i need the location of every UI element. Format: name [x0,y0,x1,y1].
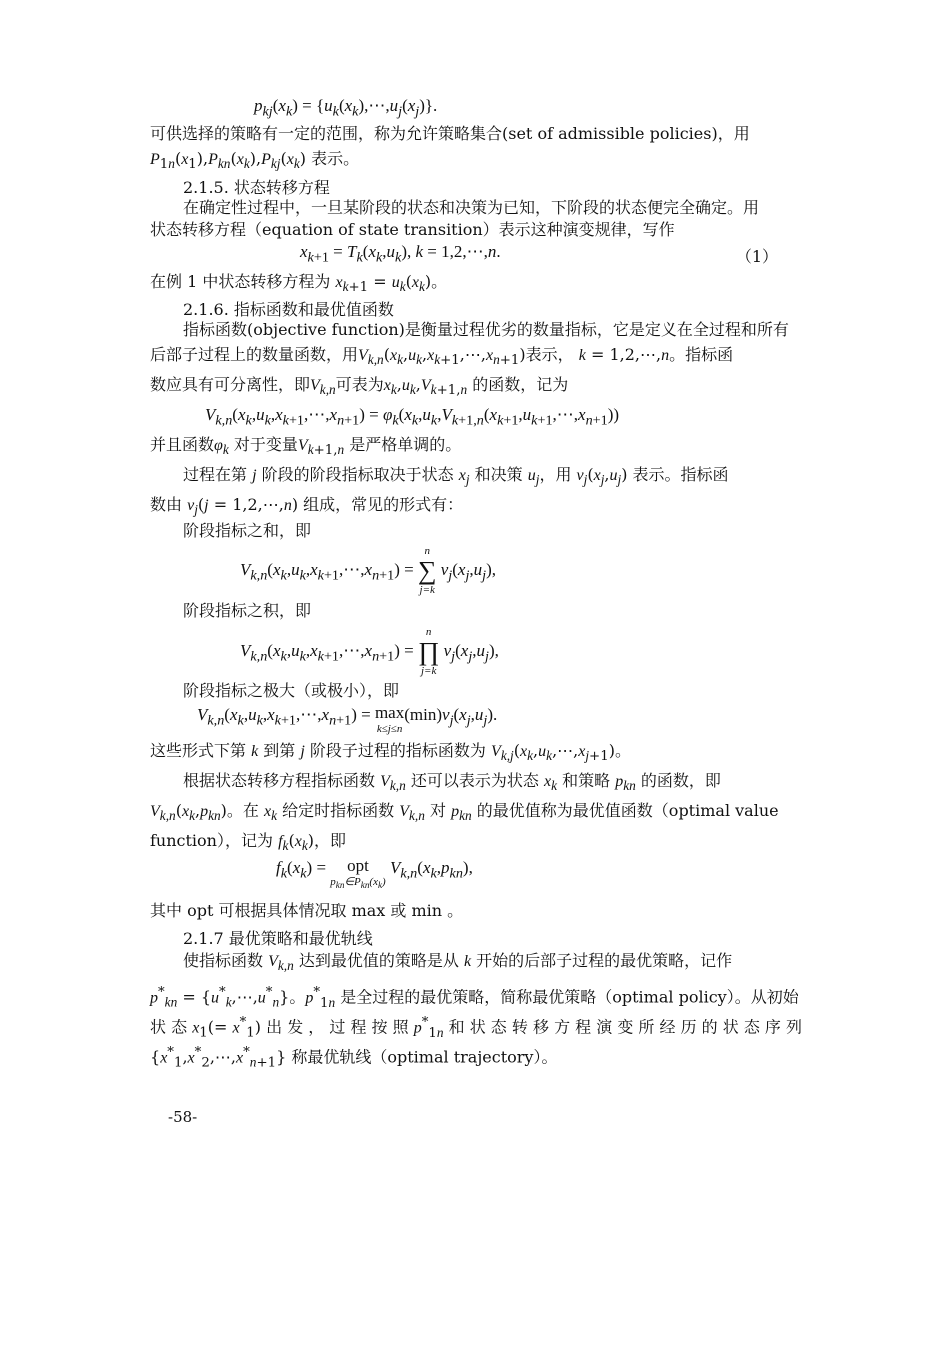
paragraph-line: 数由 $v_j(j$ = 1,2,⋯,n) 组成，常见的形式有： [150,495,464,518]
equation-optimal-value: $f_k(x_k)$ = opt $p_{kn}\in P_{kn}(x_k)$ $V_{k,n}(x_k,p_{kn})$, [276,858,473,893]
text-fragment: 数应具有可分离性，即 [150,375,311,394]
paragraph-line: function），记为 $f_k(x_k)$，即 [150,831,346,854]
text-fragment: 的函数，记为 [472,375,569,394]
max-operator: max k≤j≤n [374,703,405,735]
text-fragment: 在例 1 中状态转移方程为 [150,272,331,291]
text-fragment: 并且函数 [150,435,215,454]
equation-state-transition: $x_{k+1} = T_k(x_k,u_k)$, k = 1,2,⋯,n. [300,242,501,266]
paragraph-line: 根据状态转移方程指标函数 $V_{k,n}$ 还可以表示为状态 $x_k$ 和策略 $p_{kn}$ 的函数，即 [183,771,721,794]
paragraph-line: 状 态 $x_1(= x^*_1)$ 出 发 ， 过 程 按 照 $p^*_{1n}$ 和 状 态 转 移 方 程 演 变 所 经 历 的 状 态 序 列 [150,1015,803,1041]
paragraph-line: 这些形式下第 k 到第 j 阶段子过程的指标函数为 $V_{k,j}(x_k,u_k,\cdots,x_{j+1})$。 [150,741,631,765]
text-fragment: 表示。 [311,149,360,168]
paragraph-line: $P_{1n}(x_1),P_{kn}(x_k),P_{kj}(x_k)$ 表示。 [150,149,360,173]
text-fragment: 后部子过程上的数量函数，用 [150,345,359,364]
paragraph-line: 并且函数$\varphi_k$ 对于变量$V_{k+1,n}$ 是严格单调的。 [150,435,462,459]
paragraph-line: 指标函数(objective function)是衡量过程优劣的数量指标，它是定义在全过程和所有 [183,320,789,339]
text-fragment: 可表为 [335,375,384,394]
paragraph-line: $p^*_{kn}$ = $\{u^*_k,\cdots,u^*_n\}$。$p^*_{1n}$ 是全过程的最优策略，简称最优策略（optimal policy）。从初始 [150,985,799,1011]
equation-sum: $V_{k,n}(x_k,u_k,x_{k+1},\cdots,x_{n+1})$ = n ∑ j=k $v_j(x_j,u_j)$, [240,545,496,596]
form-label-max: 阶段指标之极大（或极小），即 [183,681,400,700]
equation-separability: $V_{k,n}(x_k,u_k,x_{k+1},\cdots,x_{n+1})$ = $\varphi_k(x_k,u_k,V_{k+1,n}(x_{k+1},u_{k+1},\cdots,x_{n+1}))$ [205,405,620,429]
product-symbol: n ∏ j=k [417,626,440,677]
text-fragment: 对于变量 [233,435,298,454]
paragraph-line: 过程在第 j 阶段的阶段指标取决于状态 $x_j$ 和决策 $u_j$，用 $v_j(x_j,u_j)$ 表示。指标函 [183,465,729,488]
section-heading-2-1-5: 2.1.5. 状态转移方程 [183,178,330,197]
paragraph-line: 后部子过程上的数量函数，用$V_{k,n}(x_k,u_k,x_{k+1},\cdots,x_{n+1})$表示， k = 1,2,⋯,n。指标函 [150,345,734,369]
opt-operator: opt $p_{kn}\in P_{kn}(x_k)$ [330,856,386,891]
paragraph-line: $V_{k,n}(x_k,p_{kn})$。在 $x_k$ 给定时指标函数 $V_{k,n}$ 对 $p_{kn}$ 的最优值称为最优值函数（optimal value [150,801,779,824]
paragraph-line: 在确定性过程中，一旦某阶段的状态和决策为已知，下阶段的状态便完全确定。用 [183,198,760,217]
sum-symbol: n ∑ j=k [417,545,437,596]
equation-number: （1） [735,247,778,266]
text-fragment: 表示， [525,345,574,364]
section-heading-2-1-6: 2.1.6. 指标函数和最优值函数 [183,300,394,319]
paragraph-line: 其中 opt 可根据具体情况取 max 或 min 。 [150,901,464,920]
paragraph-line: 可供选择的策略有一定的范围，称为允许策略集合(set of admissible policies)，用 [150,124,750,143]
page-number: -58- [168,1108,198,1126]
text-fragment: 是严格单调的。 [349,435,462,454]
form-label-sum: 阶段指标之和，即 [183,521,312,540]
equation-max: $V_{k,n}(x_k,u_k,x_{k+1},\cdots,x_{n+1}) = \max$ k≤j≤n $(\min)v_j(x_j,u_j)$. [197,703,498,735]
form-label-product: 阶段指标之积，即 [183,601,312,620]
equation-product: $V_{k,n}(x_k,u_k,x_{k+1},\cdots,x_{n+1})$ = n ∏ j=k $v_j(x_j,u_j)$, [240,626,499,677]
text-fragment: 。指标函 [669,345,734,364]
paragraph-line: 使指标函数 $V_{k,n}$ 达到最优值的策略是从 k 开始的后部子过程的最优策略，记作 [183,951,733,974]
paragraph-line: $\{x^*_1,x^*_2,\cdots,x^*_{n+1}\}$ 称最优轨线（optimal trajectory）。 [150,1045,558,1071]
paragraph-line: 数应具有可分离性，即$V_{k,n}$可表为$x_k,u_k,V_{k+1,n}$ 的函数，记为 [150,375,569,399]
paragraph-line: 在例 1 中状态转移方程为 $x_{k+1} = u_k(x_k)$。 [150,272,448,296]
paragraph-line: 状态转移方程（equation of state transition）表示这种演变规律，写作 [150,220,675,239]
section-heading-2-1-7: 2.1.7 最优策略和最优轨线 [183,929,373,948]
equation-policy: $p_{kj}(x_k)$ = $\{u_k(x_k),\cdots,u_j(x_j)\}$. [254,96,438,120]
